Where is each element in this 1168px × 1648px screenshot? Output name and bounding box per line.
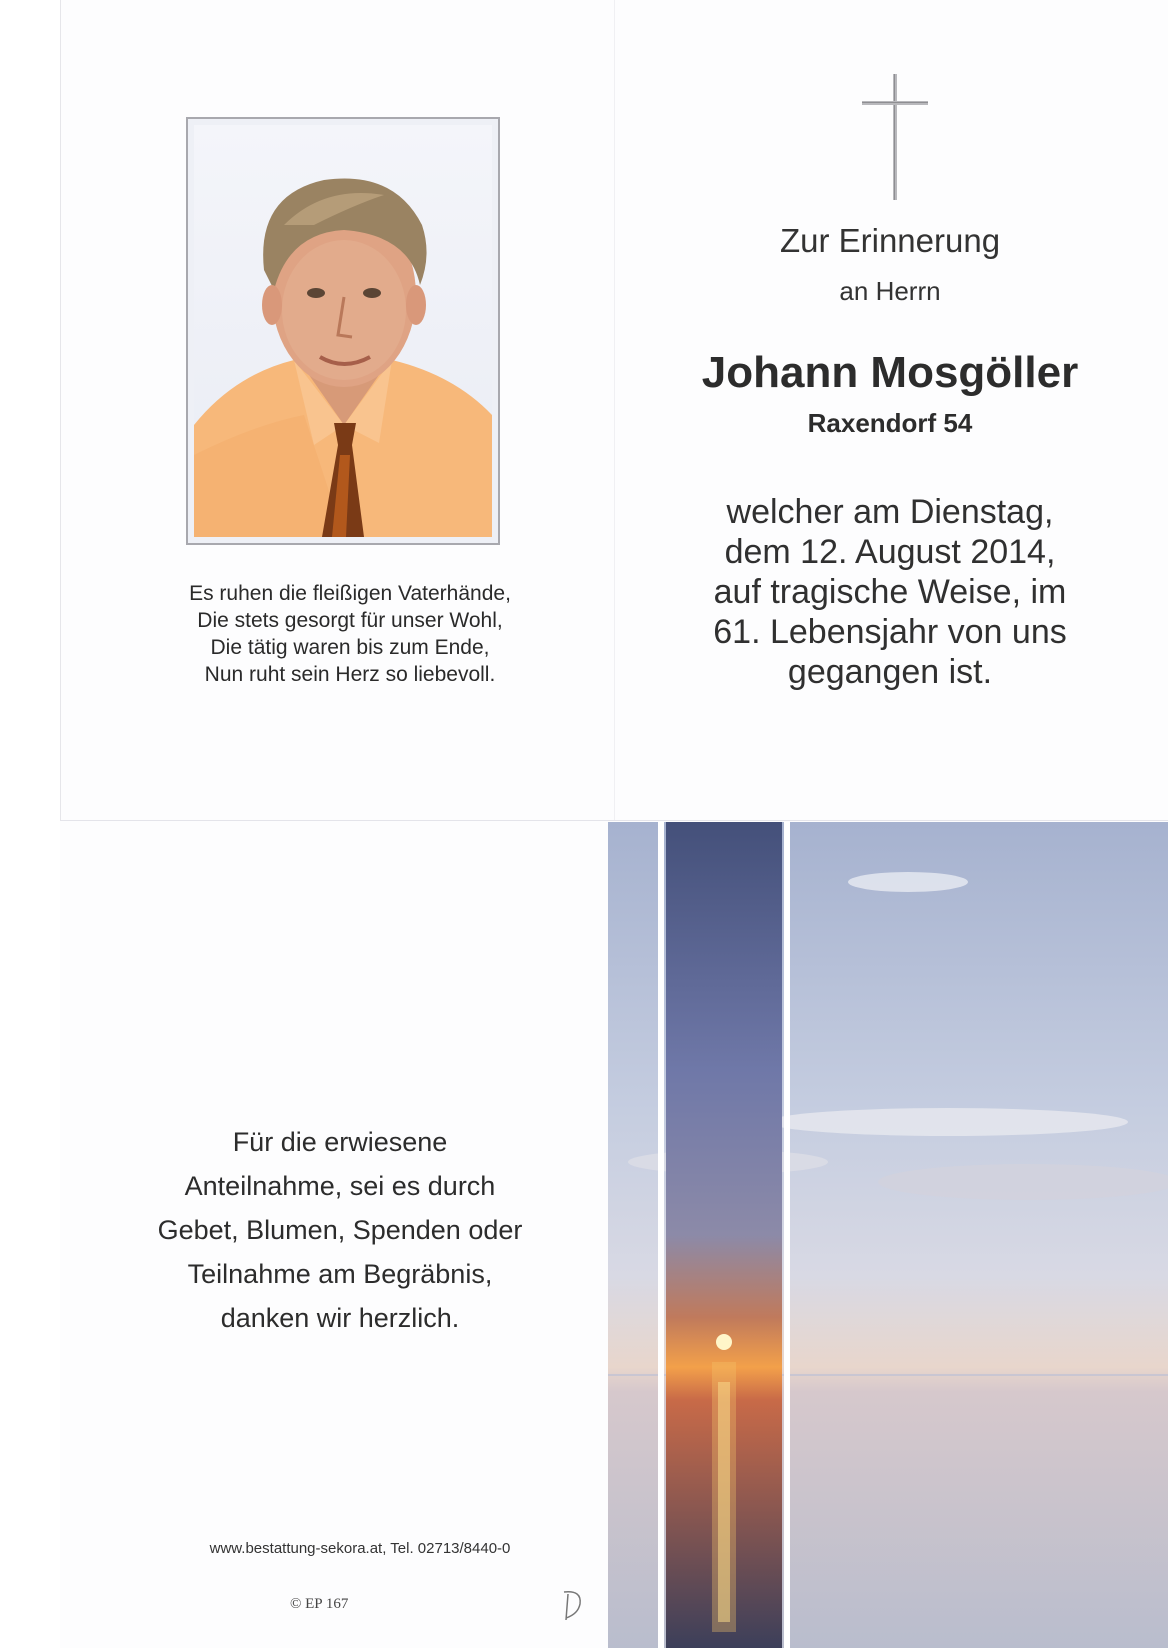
- thanks-line: Anteilnahme, sei es durch: [184, 1171, 496, 1201]
- portrait-photo: [194, 125, 492, 537]
- deceased-address: Raxendorf 54: [807, 408, 973, 438]
- death-notice-line: auf tragische Weise, im: [713, 573, 1067, 611]
- funeral-home-contact: www.bestattung-sekora.at, Tel. 02713/8440-0: [209, 1540, 511, 1557]
- thanks-line: Für die erwiesene: [232, 1127, 448, 1157]
- cross-icon: [862, 74, 928, 200]
- card-edge: [60, 0, 61, 820]
- thanks-line: Teilnahme am Begräbnis,: [187, 1259, 493, 1289]
- poem-line: Nun ruht sein Herz so liebevoll.: [204, 663, 496, 686]
- thanks-line: danken wir herzlich.: [220, 1303, 460, 1333]
- fold-line-vertical: [614, 0, 615, 820]
- death-notice-line: gegangen ist.: [787, 653, 993, 691]
- death-notice-line: 61. Lebensjahr von uns: [713, 613, 1067, 651]
- poem-line: Es ruhen die fleißigen Vaterhände,: [189, 582, 511, 605]
- deceased-name: Johann Mosgöller: [701, 348, 1079, 397]
- death-notice-line: welcher am Dienstag,: [726, 493, 1054, 531]
- poem: [130, 580, 570, 688]
- portrait-photo-frame: [186, 117, 500, 545]
- memorial-subheading: an Herrn: [839, 276, 941, 306]
- thanks-line: Gebet, Blumen, Spenden oder: [157, 1215, 523, 1245]
- thanks-text: [90, 1120, 590, 1340]
- death-notice-line: dem 12. August 2014,: [724, 533, 1056, 571]
- death-notice: [660, 492, 1120, 692]
- sunset-seascape-image: [608, 822, 1168, 1648]
- portrait-illustration: [194, 125, 492, 537]
- signature-mark: [560, 1588, 586, 1622]
- memorial-heading: Zur Erinnerung: [779, 222, 1001, 259]
- poem-line: Die stets gesorgt für unser Wohl,: [197, 609, 503, 632]
- copyright: © EP 167: [290, 1596, 349, 1612]
- fold-line-horizontal: [60, 820, 1168, 821]
- poem-line: Die tätig waren bis zum Ende,: [210, 636, 490, 659]
